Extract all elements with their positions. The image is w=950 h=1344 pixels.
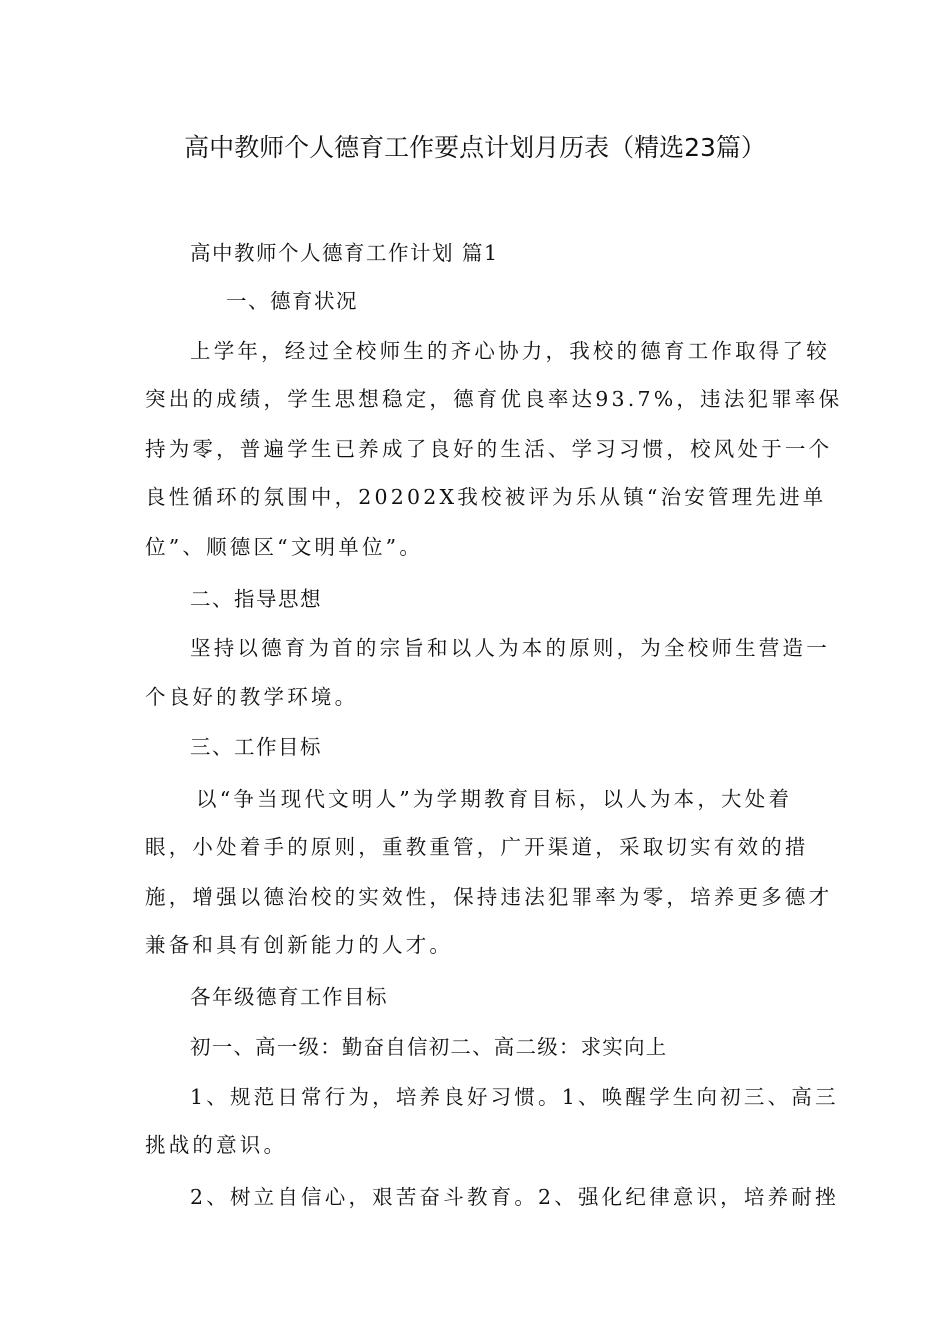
paragraph-line: 兼备和具有创新能力的人才。 — [145, 933, 454, 957]
document-title: 高中教师个人德育工作要点计划月历表（精选23篇） — [184, 133, 766, 162]
paragraph-line: 施，增强以德治校的实效性，保持违法犯罪率为零，培养更多德才 — [145, 885, 833, 909]
subsection-heading: 各年级德育工作目标 — [190, 985, 388, 1009]
paragraph-line: 2、树立自信心，艰苦奋斗教育。2、强化纪律意识，培养耐挫 — [190, 1185, 839, 1209]
paragraph-line: 个良好的教学环境。 — [145, 685, 359, 709]
paragraph-line: 以“争当现代文明人”为学期教育目标，以人为本，大处着 — [196, 787, 793, 811]
paragraph-line: 挑战的意识。 — [145, 1133, 288, 1157]
subsection-heading: 三、工作目标 — [190, 735, 322, 759]
paragraph-line: 突出的成绩，学生思想稳定，德育优良率达93.7%，违法犯罪率保 — [145, 387, 843, 411]
paragraph-line: 眼，小处着手的原则，重教重管，广开渠道，采取切实有效的措 — [145, 835, 809, 859]
paragraph-line: 位”、顺德区“文明单位”。 — [145, 535, 424, 559]
paragraph-line: 1、规范日常行为，培养良好习惯。1、唤醒学生向初三、高三 — [190, 1085, 839, 1109]
paragraph-line: 初一、高一级：勤奋自信初二、高二级：求实向上 — [190, 1035, 668, 1059]
paragraph-line: 上学年，经过全校师生的齐心协力，我校的德育工作取得了较 — [190, 339, 830, 363]
section-heading: 高中教师个人德育工作计划 篇1 — [190, 241, 499, 265]
subsection-heading: 二、指导思想 — [190, 587, 322, 611]
paragraph-line: 持为零，普遍学生已养成了良好的生活、学习习惯，校风处于一个 — [145, 437, 833, 461]
subsection-heading: 一、德育状况 — [226, 289, 358, 313]
paragraph-line: 良性循环的氛围中，20202X我校被评为乐从镇“治安管理先进单 — [145, 485, 827, 509]
paragraph-line: 坚持以德育为首的宗旨和以人为本的原则，为全校师生营造一 — [190, 636, 830, 660]
